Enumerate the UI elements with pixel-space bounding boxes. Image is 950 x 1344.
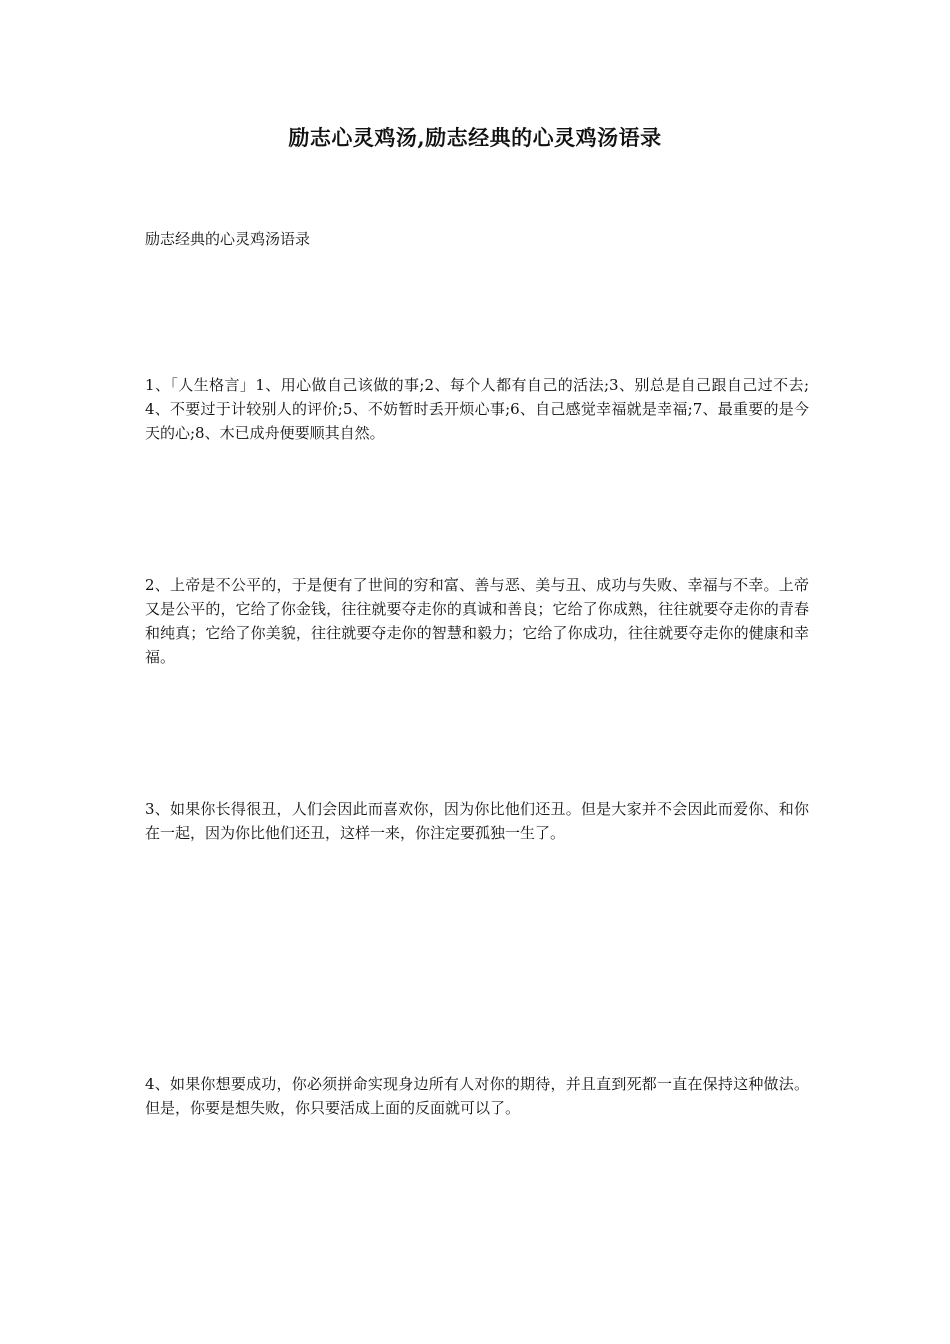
paragraph-1: 1、「人生格言」1、用心做自己该做的事;2、每个人都有自己的活法;3、别总是自己跟自己过不去;4、不要过于计较别人的评价;5、不妨暂时丢开烦心事;6、自己感觉幸福就是幸福;7、最重要的是今天的心;8、木已成舟便要顺其自然。 xyxy=(145,376,809,442)
paragraph-4: 4、如果你想要成功，你必须拼命实现身边所有人对你的期待，并且直到死都一直在保持这种做法。但是，你要是想失败，你只要活成上面的反面就可以了。 xyxy=(145,1075,809,1117)
paragraph-3: 3、如果你长得很丑，人们会因此而喜欢你，因为你比他们还丑。但是大家并不会因此而爱你、和你在一起，因为你比他们还丑，这样一来，你注定要孤独一生了。 xyxy=(145,800,809,842)
paragraph-2: 2、上帝是不公平的，于是便有了世间的穷和富、善与恶、美与丑、成功与失败、幸福与不幸。上帝又是公平的，它给了你金钱，往往就要夺走你的真诚和善良；它给了你成熟，往往就要夺走你的青春和纯真；它给了你美貌，往往就要夺走你的智慧和毅力；它给了你成功，往往就要夺走你的健康和幸福。 xyxy=(145,576,809,666)
document-title: 励志心灵鸡汤,励志经典的心灵鸡汤语录 xyxy=(288,125,662,150)
document-subtitle: 励志经典的心灵鸡汤语录 xyxy=(145,230,311,248)
